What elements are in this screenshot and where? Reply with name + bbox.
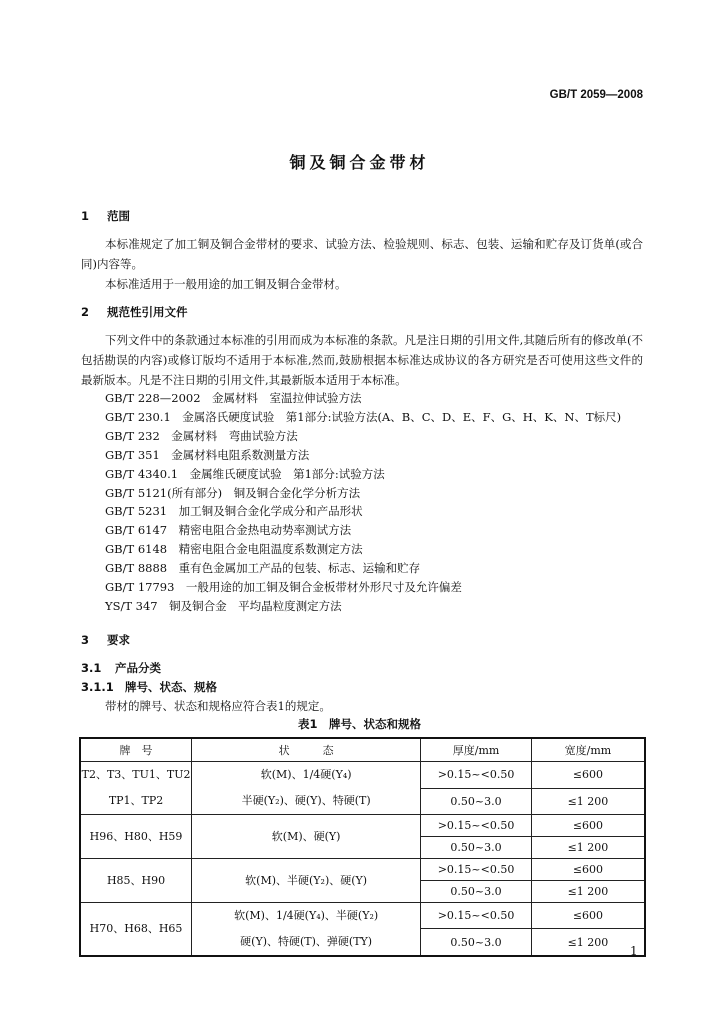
- thickness-cell: >0.15~<0.50: [421, 762, 532, 789]
- width-cell: ≤1 200: [531, 881, 645, 903]
- grade-line: TP1、TP2: [108, 794, 164, 807]
- state-line: 硬(Y)、特硬(T)、弹硬(TY): [240, 935, 373, 948]
- state-cell: [192, 859, 421, 903]
- grade-line: H96、H80、H59: [89, 829, 183, 843]
- state-line: 软(M)、1/4硬(Y₄)、半硬(Y₂): [234, 909, 379, 922]
- section-title: 范围: [107, 209, 130, 223]
- reference-item: GB/T 351 金属材料电阻系数测量方法: [105, 447, 310, 462]
- reference-item: GB/T 4340.1 金属维氏硬度试验 第1部分:试验方法: [105, 466, 385, 481]
- grade-line: H85、H90: [106, 873, 166, 887]
- width-cell: ≤1 200: [531, 788, 645, 815]
- thickness-cell: >0.15~<0.50: [421, 815, 532, 837]
- thickness-cell: >0.15~<0.50: [421, 859, 532, 881]
- section-title: 规范性引用文件: [107, 305, 188, 319]
- grade-cell: [80, 815, 192, 859]
- state-line: 半硬(Y₂)、硬(Y)、特硬(T): [241, 794, 371, 807]
- grade-line: T2、T3、TU1、TU2: [81, 768, 191, 781]
- width-cell: ≤600: [531, 903, 645, 929]
- section-number: 3: [81, 633, 90, 647]
- header-width: 宽度/mm: [531, 738, 645, 762]
- width-cell: ≤600: [531, 762, 645, 789]
- width-cell: ≤1 200: [531, 929, 645, 956]
- standard-number: GB/T 2059—2008: [549, 89, 643, 101]
- state-cell: [192, 815, 421, 859]
- table-row: [80, 815, 645, 837]
- state-line: 软(M)、硬(Y): [271, 829, 341, 843]
- table-row: [80, 859, 645, 881]
- reference-item: GB/T 5121(所有部分) 铜及铜合金化学分析方法: [105, 485, 361, 500]
- reference-item: GB/T 8888 重有色金属加工产品的包装、标志、运输和贮存: [105, 561, 421, 576]
- section-number: 1: [81, 209, 90, 223]
- reference-item: GB/T 5231 加工铜及铜合金化学成分和产品形状: [105, 504, 363, 519]
- reference-item: GB/T 17793 一般用途的加工铜及铜合金板带材外形尺寸及允许偏差: [105, 580, 462, 595]
- section-title: 牌号、状态、规格: [125, 680, 217, 694]
- grade-cell: [80, 859, 192, 903]
- reference-list: [105, 389, 621, 616]
- width-cell: ≤600: [531, 815, 645, 837]
- table-caption: 表1 牌号、状态和规格: [297, 717, 421, 731]
- document-title: 铜及铜合金带材: [289, 153, 430, 172]
- table-row: [80, 762, 645, 789]
- state-line: 软(M)、半硬(Y₂)、硬(Y): [245, 873, 368, 887]
- state-cell: [192, 762, 421, 815]
- state-cell: [192, 903, 421, 957]
- grade-state-spec-table: [79, 737, 646, 957]
- thickness-cell: 0.50~3.0: [421, 881, 532, 903]
- section-1-paragraph-1: 本标准规定了加工铜及铜合金带材的要求、试验方法、检验规则、标志、包装、运输和贮存及订货单(或合同)内容等。: [81, 237, 643, 271]
- reference-item: GB/T 228—2002 金属材料 室温拉伸试验方法: [105, 391, 362, 405]
- section-title: 产品分类: [115, 661, 161, 675]
- grade-cell: [80, 762, 192, 815]
- section-3-1-1-paragraph: 带材的牌号、状态和规格应符合表1的规定。: [105, 699, 331, 713]
- reference-item: GB/T 6148 精密电阻合金电阻温度系数测定方法: [105, 542, 363, 557]
- section-3-heading: [81, 632, 130, 648]
- thickness-cell: >0.15~<0.50: [421, 903, 532, 929]
- thickness-cell: 0.50~3.0: [421, 788, 532, 815]
- width-cell: ≤1 200: [531, 837, 645, 859]
- section-3-1-heading: [81, 660, 161, 676]
- section-2-paragraph: 下列文件中的条款通过本标准的引用而成为本标准的条款。凡是注日期的引用文件,其随后所有的修改单(不包括勘误的内容)或修订版均不适用于本标准,然而,鼓励根据本标准达成协议的各方研究是否可使用这些文件的最新版本。凡是不注日期的引用文件,其最新版本适用于本标准。: [81, 333, 643, 387]
- section-1-heading: [81, 208, 130, 224]
- section-number: 3.1: [81, 661, 102, 675]
- page-number: 1: [630, 944, 638, 958]
- header-state: 状 态: [192, 738, 421, 762]
- table-header-row: [80, 738, 645, 762]
- section-number: 2: [81, 305, 90, 319]
- section-1-paragraph-2: 本标准适用于一般用途的加工铜及铜合金带材。: [105, 277, 347, 291]
- section-number: 3.1.1: [81, 680, 114, 694]
- thickness-cell: 0.50~3.0: [421, 929, 532, 956]
- header-thickness: 厚度/mm: [421, 738, 532, 762]
- grade-line: H70、H68、H65: [89, 922, 183, 935]
- reference-item: YS/T 347 铜及铜合金 平均晶粒度测定方法: [105, 598, 342, 613]
- header-grade: 牌 号: [80, 738, 192, 762]
- section-3-1-1-heading: [81, 679, 217, 695]
- thickness-cell: 0.50~3.0: [421, 837, 532, 859]
- reference-item: GB/T 232 金属材料 弯曲试验方法: [105, 428, 298, 443]
- table-row: [80, 903, 645, 929]
- reference-item: GB/T 230.1 金属洛氏硬度试验 第1部分:试验方法(A、B、C、D、E、F、G、H、K、N、T标尺): [105, 409, 622, 424]
- width-cell: ≤600: [531, 859, 645, 881]
- section-2-heading: [81, 304, 188, 320]
- section-title: 要求: [107, 633, 130, 647]
- reference-item: GB/T 6147 精密电阻合金热电动势率测试方法: [105, 523, 352, 538]
- grade-cell: [80, 903, 192, 957]
- state-line: 软(M)、1/4硬(Y₄): [260, 768, 352, 781]
